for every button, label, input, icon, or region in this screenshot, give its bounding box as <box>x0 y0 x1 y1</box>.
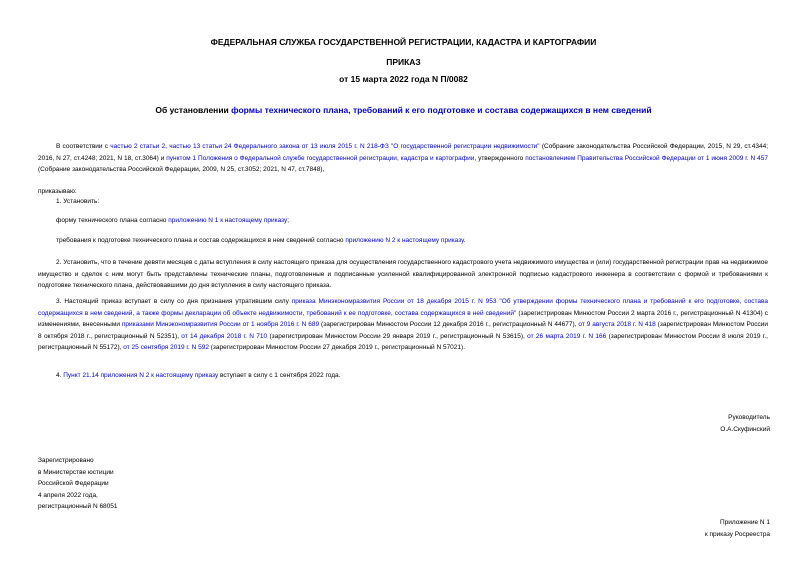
preamble-text: , <box>165 143 170 150</box>
orders-line: приказываю: <box>38 188 77 195</box>
document-type: ПРИКАЗ <box>386 57 421 67</box>
item-3-text: (зарегистрирован Минюстом России 27 декабря 2019 г., регистрационный N 57021). <box>208 344 466 352</box>
preamble-text: , утвержденного <box>474 154 526 162</box>
order-418-link[interactable]: от 9 августа 2018 г. N 418 <box>578 321 656 329</box>
item-1b <box>38 235 768 247</box>
registration-block <box>38 455 118 513</box>
order-592-link[interactable]: от 25 сентября 2019 г. N 592 <box>123 344 209 352</box>
registration-line: регистрационный N 68051 <box>38 503 118 511</box>
item-3-text: 3. Настоящий приказ вступает в силу со дня признания утратившим силу <box>56 298 292 305</box>
item-1-heading: 1. Установить: <box>56 198 100 205</box>
registration-line: Зарегистрировано <box>38 457 94 464</box>
preamble-link-regulation[interactable]: пунктом 1 Положения о Федеральной службе государственной регистрации, кадастра и картографии <box>166 154 475 162</box>
document-title <box>0 105 807 115</box>
document-date-number: от 15 марта 2022 года N П/0082 <box>339 74 468 84</box>
appendix-label <box>705 517 770 540</box>
preamble-text: (Собрание законодательства Российской Федерации, 2015, N 29, ст.4344; 2016, N 27, ст.4248; 2021, N 18, ст.3064) и <box>38 143 769 162</box>
order-166-link[interactable]: от 26 марта 2019 г. N 166 <box>527 332 607 340</box>
appendix-line-1: Приложение N 1 <box>719 519 770 526</box>
item-3-text: (зарегистрирован Минюстом России 8 октября 2018 г., регистрационный N 52351), <box>38 321 768 340</box>
item-3-text: (зарегистрирован Минюстом России 12 декабря 2016 г., регистрационный N 44677), <box>319 321 579 329</box>
item-1a-end: ; <box>287 217 290 224</box>
item-4-text: вступает в силу с 1 сентября 2022 года. <box>218 372 341 379</box>
registration-line: Российской Федерации <box>38 480 109 488</box>
appendix-line-2: к приказу Росреестра <box>704 530 770 538</box>
item-4-text: 4. <box>56 372 64 379</box>
item-1a <box>38 215 768 227</box>
item-4-paragraph <box>38 370 768 382</box>
item-21-14-link[interactable]: Пункт 21.14 приложения N 2 к настоящему приказу <box>63 372 219 379</box>
item-2-paragraph: 2. Установить, что в течение девяти месяцев с даты вступления в силу настоящего приказа для осуществления государственного кадастрового учета недвижимого имущества и (или) государственной регистрации прав на недвижимое имущество и сделок с ним могут быть представлены технические планы, подготовленные и подписанные усиленной квалифицированной электронной подписью кадастрового инженера в соответствии с формой и требованиями к подготовке технического плана, действовавшими до дня вступления в силу настоящего приказа. <box>38 259 768 290</box>
signature-role: Руководитель <box>728 414 770 421</box>
signature-block <box>720 412 770 435</box>
registration-line: в Министерстве юстиции <box>38 468 114 476</box>
item-1b-text: требования к подготовке технического плана и состав содержащихся в нем сведений согласно <box>56 237 346 244</box>
agency-header: ФЕДЕРАЛЬНАЯ СЛУЖБА ГОСУДАРСТВЕННОЙ РЕГИСТРАЦИИ, КАДАСТРА И КАРТОГРАФИИ <box>210 37 597 47</box>
item-1a-text: форму технического плана согласно <box>56 217 169 224</box>
item-3-text: (зарегистрирован Минюстом России 29 января 2019 г., регистрационный N 53615), <box>267 332 528 340</box>
item-3-text: (зарегистрирован Минюстом России 8 июля 2019 г., регистрационный N 55172), <box>38 332 768 352</box>
registration-line: 4 апреля 2022 года, <box>38 491 98 499</box>
title-link[interactable]: формы технического плана, требований к его подготовке и состава содержащихся в нем сведений <box>231 105 652 115</box>
appendix-2-link[interactable]: приложению N 2 к настоящему приказу <box>345 237 464 244</box>
item-3-text: (зарегистрирован Минюстом России 2 марта 2016 г., регистрационный N 41304) с изменениями, внесенными <box>38 309 768 329</box>
preamble-link-law-218fz[interactable]: частью 13 статьи 24 Федерального закона от 13 июля 2015 г. N 218-ФЗ "О государственной регистрации недвижимости" <box>169 143 540 150</box>
order-953-link[interactable]: приказа Минэкономразвития России от 18 декабря 2015 г. N 953 "Об утверждении формы технического плана и требований к его подготовке, состава содержащихся в нем сведений, а также формы декларации об объекте недвижимости, требований к ее подготовке, состава содержащихся в ней сведений" <box>38 298 768 317</box>
title-prefix: Об установлении <box>155 105 232 115</box>
order-710-link[interactable]: от 14 декабря 2018 г. N 710 <box>181 332 268 340</box>
order-689-link[interactable]: приказами Минэкономразвития России от 1 ноября 2016 г. N 689 <box>121 321 320 329</box>
preamble-text: (Собрание законодательства Российской Федерации, 2009, N 25, ст.3052; 2021, N 47, ст.7848), <box>38 166 325 174</box>
item-3-paragraph <box>38 296 768 354</box>
preamble-link-resolution[interactable]: постановлением Правительства Российской Федерации от 1 июня 2009 г. N 457 <box>525 154 768 162</box>
appendix-1-link[interactable]: приложению N 1 к настоящему приказу <box>168 217 288 224</box>
preamble-link-article2[interactable]: частью 2 статьи 2 <box>110 143 166 150</box>
item-1b-end: . <box>463 237 466 244</box>
signature-name: О.А.Скуфинский <box>720 425 770 433</box>
preamble-paragraph <box>38 141 768 176</box>
preamble-text: В соответствии с <box>56 143 111 150</box>
